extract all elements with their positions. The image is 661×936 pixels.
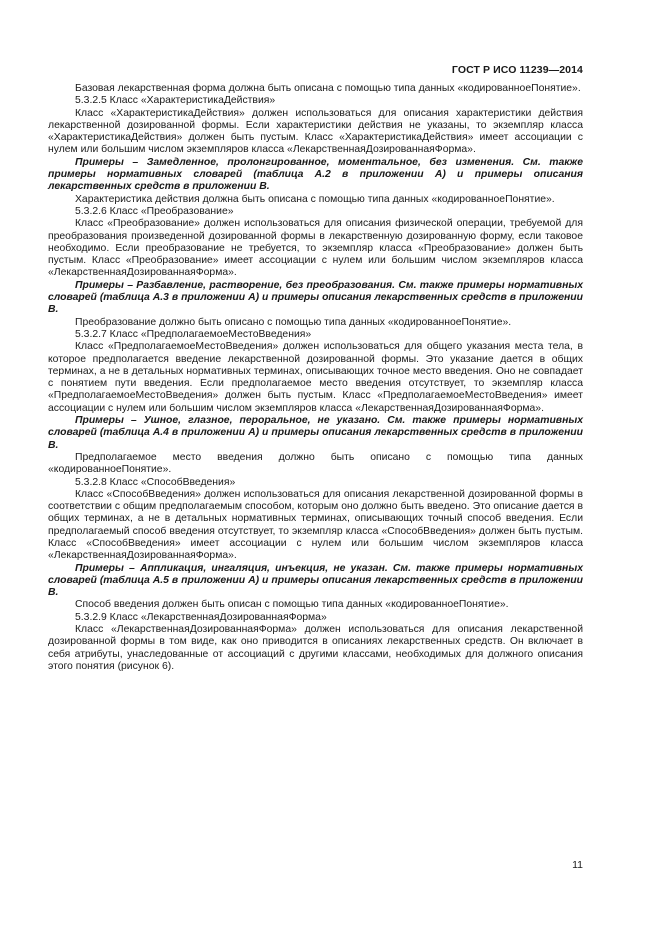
paragraph: Базовая лекарственная форма должна быть описана с помощью типа данных «кодированноеПонятие». [75, 83, 581, 94]
example-paragraph [48, 157, 583, 194]
example-text: – Аппликация, ингаляция, инъекция, не указан. См. также примеры нормативных словарей (таблица А.5 в приложении А) и примеры описания лекарственных средств в приложении В. [48, 562, 583, 599]
example-label: Примеры [75, 156, 124, 168]
paragraph: Класс «ХарактеристикаДействия» должен использоваться для описания характеристики действия лекарственной дозированной формы. Если характеристики действия не указаны, то экземпляр класса «ХарактеристикаДействия» должен быть пустым. Класс «ХарактеристикаДействия» имеет ассоциации с нулем или большим числом экземпляров класса «ЛекарственнаяДозированнаяФорма». [48, 107, 583, 156]
example-label: Примеры [75, 279, 124, 291]
paragraph: Класс «Преобразование» должен использоваться для описания физической операции, требуемой для преобразования произведенной дозированной формы в лекарственную дозированную форму, если таковое необходимо. Если преобразование не требуется, то экземпляр класса «Преобразование» должен быть пустым. Класс «Преобразование» имеет ассоциации с нулем или большим числом экземпляров класса «ЛекарственнаяДозированнаяФорма». [48, 218, 583, 279]
example-paragraph [48, 415, 583, 452]
section-heading: 5.3.2.7 Класс «ПредполагаемоеМестоВведения» [75, 328, 312, 340]
document-header: ГОСТ Р ИСО 11239—2014 [451, 64, 583, 76]
paragraph: Способ введения должен быть описан с помощью типа данных «кодированноеПонятие». [75, 599, 509, 611]
paragraph: Преобразование должно быть описано с помощью типа данных «кодированноеПонятие». [75, 316, 512, 328]
section-heading: 5.3.2.5 Класс «ХарактеристикаДействия» [75, 95, 276, 107]
paragraph: Класс «ПредполагаемоеМестоВведения» должен использоваться для общего указания места тела, в которое предполагается введение лекарственной дозированной формы. Это указание дается в общих терминах, а не в детальных нормативных терминах, описывающих точное место введения. Оно не совпадает с понятием пути введения. Если предполагаемое место введения отсутствует, то экземпляр класса «ПредполагаемоеМестоВведения» должен быть пустым. Класс «ПредполагаемоеМестоВведения» имеет ассоциации с нулем или большим числом экземпляров класса «ЛекарственнаяДозированнаяФорма». [48, 341, 583, 414]
paragraph: Класс «ЛекарственнаяДозированнаяФорма» должен использоваться для описания лекарственной дозированной формы в том виде, как оно приводится в описаниях лекарственных средств. Он включает в себя атрибуты, унаследованные от ассоциаций с другими классами, необходимых для должного описания этого понятия (рисунок 6). [48, 624, 583, 672]
page-number: 11 [572, 859, 583, 871]
example-paragraph [48, 563, 583, 600]
example-label: Примеры [75, 562, 124, 574]
example-text: – Замедленное, пролонгированное, моментальное, без изменения. См. также примеры нормативных словарей (таблица А.2 в приложении А) и примеры описания лекарственных средств в приложении В. [48, 156, 583, 193]
example-text: – Разбавление, растворение, без преобразования. См. также примеры нормативных словарей (таблица А.3 в приложении А) и примеры описания лекарственных средств в приложении В. [48, 279, 583, 316]
example-paragraph [48, 280, 583, 317]
section-heading: 5.3.2.9 Класс «ЛекарственнаяДозированнаяФорма» [75, 611, 327, 623]
paragraph: Класс «СпособВведения» должен использоваться для описания лекарственной дозированной формы в соответствии с общим предполагаемым способом, которым оно должно быть введено. Это описание дается в общих терминах, а не в детальных нормативных терминах, описывающих точный способ введения. Если предполагаемый способ введения отсутствует, то экземпляр класса «СпособВведения» должен быть пустым. Класс «СпособВведения» имеет ассоциации с нулем или большим числом экземпляров класса «ЛекарственнаяДозированнаяФорма». [48, 488, 583, 562]
section-heading: 5.3.2.6 Класс «Преобразование» [75, 205, 234, 217]
paragraph: Характеристика действия должна быть описана с помощью типа данных «кодированноеПонятие». [75, 193, 555, 205]
example-text: – Ушное, глазное, пероральное, не указано. См. также примеры нормативных словарей (таблица А.4 в приложении А) и примеры описания лекарственных средств в приложении В. [48, 415, 583, 451]
example-label: Примеры [75, 415, 124, 427]
section-heading: 5.3.2.8 Класс «СпособВведения» [75, 476, 236, 488]
document-body [48, 83, 583, 673]
paragraph: Предполагаемое место введения должно быть описано с помощью типа данных «кодированноеПонятие». [48, 451, 583, 476]
